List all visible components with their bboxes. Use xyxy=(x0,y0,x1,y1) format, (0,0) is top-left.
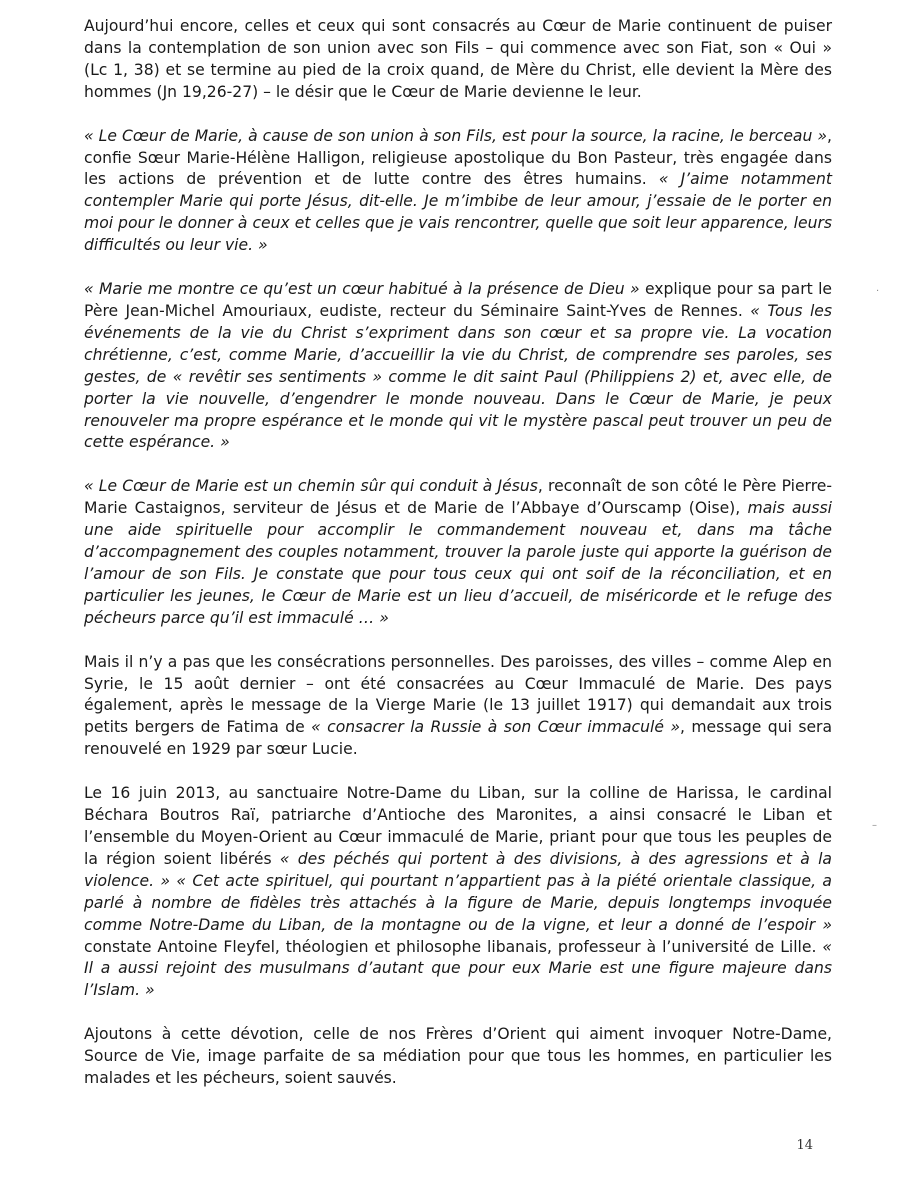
body-span: Le 16 juin 2013, au sanctuaire Notre-Dame du Liban, sur la colline de Harissa, le cardinal Béchara Boutros Raï, patriarche d’Antioche des Maronites, a ainsi consacré le Liban et l’ensemble du Moyen-Orient au Cœur immaculé de Marie, priant pour que tous les peuples de la région soient libérés xyxy=(84,784,832,868)
quote-text: « Tous les événements de la vie du Christ s’expriment dans son cœur et sa propre vie. La vocation chrétienne, c’est, comme Marie, d’accueillir la vie du Christ, de comprendre ses paroles, ses gestes, de « revêtir ses sentiments » comme le dit saint Paul (Philippiens 2) et, avec elle, de porter la vie nouvelle, d’engendrer le monde nouveau. Dans le Cœur de Marie, je peux renouveler ma propre espérance et le monde qui vit le mystère pascal peut trouver un peu de cette espérance. » xyxy=(84,301,832,452)
paragraph xyxy=(84,279,832,454)
body-span: Ajoutons à cette dévotion, celle de nos Frères d’Orient qui aiment invoquer Notre-Dame, Source de Vie, image parfaite de sa médiation pour que tous les hommes, en particulier les malades et les pécheurs, soient sauvés. xyxy=(84,1025,832,1088)
document-page xyxy=(84,16,832,1112)
body-span: constate Antoine Fleyfel, théologien et philosophe libanais, professeur à l’université de Lille. xyxy=(84,937,823,956)
body-span: , reconnaît de son côté le Père Pierre-Marie Castaignos, serviteur de Jésus et de Marie de l’Abbaye d’Ourscamp (Oise), xyxy=(84,477,832,518)
paragraph xyxy=(84,126,832,257)
quote-text: « J’aime notamment contempler Marie qui porte Jésus, dit-elle. Je m’imbibe de leur amour, j’essaie de le porter en moi pour le donner à ceux et celles que je vais rencontrer, quelle que soit leur apparence, leurs difficultés ou leur vie. » xyxy=(84,170,832,255)
quote-text: « Il a aussi rejoint des musulmans d’autant que pour eux Marie est une figure majeure dans l’Islam. » xyxy=(84,937,832,1000)
body-span: Aujourd’hui encore, celles et ceux qui sont consacrés au Cœur de Marie continuent de puiser dans la contemplation de son union avec son Fils – qui commence avec son Fiat, son « Oui » (Lc 1, 38) et se termine au pied de la croix quand, de Mère du Christ, elle devient la Mère des hommes (Jn 19,26-27) – le désir que le Cœur de Marie devienne le leur. xyxy=(84,17,832,101)
body-span: , message qui sera renouvelé en 1929 par sœur Lucie. xyxy=(84,718,832,759)
quote-text: « consacrer la Russie à son Cœur immaculé » xyxy=(311,718,680,737)
scan-speck: – xyxy=(872,820,877,831)
paragraph xyxy=(84,476,832,629)
quote-text: « Marie me montre ce qu’est un cœur habitué à la présence de Dieu » xyxy=(84,280,640,299)
paragraph xyxy=(84,1024,832,1090)
scan-speck: · xyxy=(876,286,880,297)
quote-text: « des péchés qui portent à des divisions, à des agressions et à la violence. » « Cet acte spirituel, qui pourtant n’appartient pas à la piété orientale classique, a parlé à nombre de fidèles très attachés à la figure de Marie, depuis longtemps invoquée comme Notre-Dame du Liban, de la montagne ou de la vigne, et leur a donné de l’espoir » xyxy=(84,849,832,934)
paragraph xyxy=(84,783,832,1002)
paragraph xyxy=(84,16,832,104)
body-text xyxy=(84,16,832,1090)
body-span: explique pour sa part le Père Jean-Michel Amouriaux, eudiste, recteur du Séminaire Saint-Yves de Rennes. xyxy=(84,280,833,320)
page-number: 14 xyxy=(796,1138,813,1153)
body-span: , confie Sœur Marie-Hélène Halligon, religieuse apostolique du Bon Pasteur, très engagée dans les actions de prévention et de lutte contre des êtres humains. xyxy=(84,126,832,189)
body-span: Mais il n’y a pas que les consécrations personnelles. Des paroisses, des villes – comme Alep en Syrie, le 15 août dernier – ont été consacrées au Cœur Immaculé de Marie. Des pays également, après le message de la Vierge Marie (le 13 juillet 1917) qui demandait aux trois petits bergers de Fatima de xyxy=(84,652,832,737)
quote-text: mais aussi une aide spirituelle pour accomplir le commandement nouveau et, dans ma tâche d’accompagnement des couples notamment, trouver la parole juste qui apporte la guérison de l’amour de son Fils. Je constate que pour tous ceux qui ont soif de la réconciliation, et en particulier les jeunes, le Cœur de Marie est un lieu d’accueil, de miséricorde et le refuge des pécheurs parce qu’il est immaculé … » xyxy=(84,499,832,627)
quote-text: « Le Cœur de Marie est un chemin sûr qui conduit à Jésus xyxy=(84,477,538,496)
quote-text: « Le Cœur de Marie, à cause de son union à son Fils, est pour la source, la racine, le berceau » xyxy=(84,126,828,145)
paragraph xyxy=(84,652,832,762)
